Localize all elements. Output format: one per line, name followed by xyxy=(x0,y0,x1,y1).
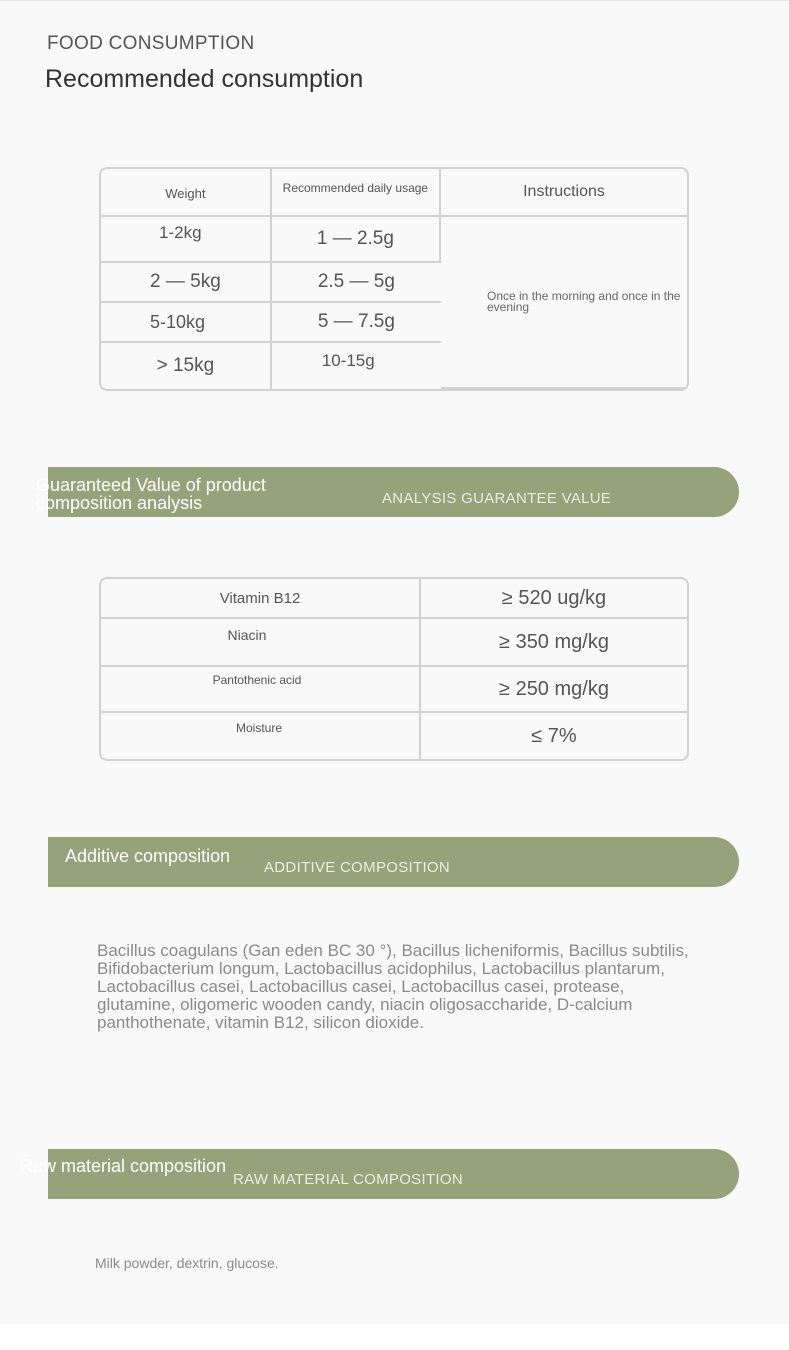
table-cell-value: ≥ 520 ug/kg xyxy=(421,579,687,619)
table-cell-nutrient: Moisture xyxy=(101,713,421,759)
band-label-en: ADDITIVE COMPOSITION xyxy=(264,859,451,876)
band-label: Guaranteed Value of product composition analysis xyxy=(36,475,266,513)
page-title: Recommended consumption xyxy=(45,65,364,93)
band-label-en: RAW MATERIAL COMPOSITION xyxy=(233,1171,463,1188)
band-label: Additive composition xyxy=(65,846,231,866)
table-cell-weight: 2 — 5kg xyxy=(101,263,272,303)
section-band-raw-material xyxy=(20,1149,739,1199)
table-cell-weight: 1-2kg xyxy=(101,217,272,263)
table-cell-usage: 10-15g xyxy=(321,351,375,370)
table-header-instructions: Instructions xyxy=(441,169,687,217)
table-header-weight: Weight xyxy=(101,169,272,217)
additive-composition-text: Bacillus coagulans (Gan eden BC 30 °), Bacillus licheniformis, Bacillus subtilis, Bifidobacterium longum, Lactobacillus acidophilus, Lactobacillus plantarum, Lactobacillus casei, Lactobacillus casei, Lactobacillus casei, protease, glutamine, oligomeric wooden candy, niacin oligosaccharide, D-calcium panthothenate, vitamin B12, silicon dioxide. xyxy=(97,941,689,1032)
table-cell-value: ≥ 350 mg/kg xyxy=(421,619,687,667)
table-cell-usage: 5 — 7.5g xyxy=(272,303,441,343)
table-cell-value: ≥ 250 mg/kg xyxy=(421,667,687,713)
band-label: Raw material composition xyxy=(20,1156,227,1176)
table-cell-usage: 2.5 — 5g xyxy=(272,263,441,303)
table-cell-usage: 1 — 2.5g xyxy=(272,217,441,263)
table-cell-nutrient: Vitamin B12 xyxy=(101,579,421,619)
table-cell-nutrient: Pantothenic acid xyxy=(101,667,421,713)
table-header-usage: Recommended daily usage xyxy=(272,169,441,217)
analysis-table xyxy=(99,577,689,761)
table-cell-weight: > 15kg xyxy=(101,343,272,389)
table-cell-weight: 5-10kg xyxy=(101,303,272,343)
table-cell-value: ≤ 7% xyxy=(531,724,577,747)
section-eyebrow: FOOD CONSUMPTION xyxy=(47,33,255,54)
table-cell-nutrient: Niacin xyxy=(101,619,421,667)
section-band-analysis xyxy=(36,467,739,517)
band-label-en: ANALYSIS GUARANTEE VALUE xyxy=(382,490,612,507)
table-cell-instructions xyxy=(441,217,687,389)
consumption-table xyxy=(99,167,689,391)
page-bottom-margin xyxy=(0,1325,789,1350)
instructions-text: Once in the morning and once in the evening xyxy=(487,289,681,314)
raw-material-text: Milk powder, dextrin, glucose. xyxy=(95,1255,279,1271)
section-band-additive xyxy=(48,837,739,887)
